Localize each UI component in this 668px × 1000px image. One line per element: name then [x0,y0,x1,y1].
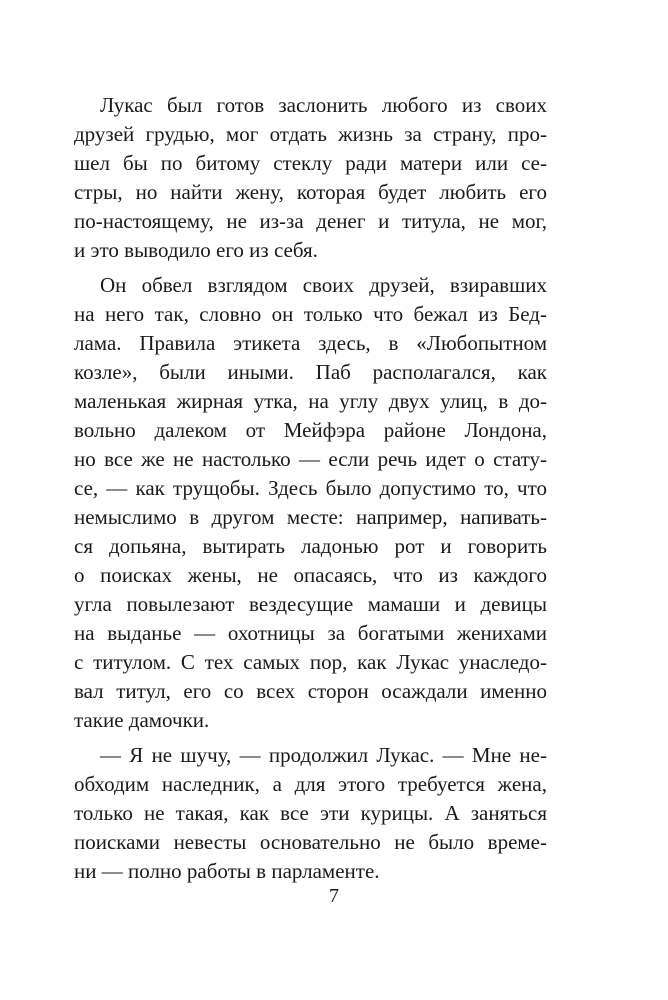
text-line: ся допьяна, вытирать ладонью рот и говорить [74,534,547,558]
text-line: обходим наследник, а для этого требуется жена, [74,772,547,796]
text-line: друзей грудью, мог отдать жизнь за страну, про- [74,122,547,146]
text-line: шел бы по битому стеклу ради матери или се- [74,151,547,175]
page-number: 7 [329,885,339,907]
text-line: на выданье — охотницы за богатыми женихами [74,621,547,645]
text-line: о поисках жены, не опасаясь, что из каждого [74,563,547,587]
text-line: поисками невесты основательно не было време- [74,830,547,854]
text-line: стры, но найти жену, которая будет любить его [74,180,547,204]
text-line: — Я не шучу, — продолжил Лукас. — Мне не- [100,743,547,767]
text-line: с титулом. С тех самых пор, как Лукас унаследо- [74,650,547,674]
text-line: Он обвел взглядом своих друзей, взиравших [100,273,547,297]
text-line: Лукас был готов заслонить любого из своих [100,93,547,117]
paragraph [74,271,547,735]
text-line: ни — полно работы в парламенте. [74,859,380,883]
paragraph [74,741,547,886]
text-line: угла повылезают вездесущие мамаши и девицы [74,592,547,616]
text-line: по-настоящему, не из-за денег и титула, не мог, [74,209,547,233]
text-line: и это выводило его из себя. [74,238,318,262]
paragraph [74,91,547,265]
text-line: козле», были иными. Паб располагался, как [74,360,547,384]
text-line: маленькая жирная утка, на углу двух улиц, в до- [74,389,547,413]
text-line: се, — как трущобы. Здесь было допустимо то, что [74,476,547,500]
text-line: вал титул, его со всех сторон осаждали именно [74,679,547,703]
text-line: но все же не настолько — если речь идет о стату- [74,447,547,471]
text-line: лама. Правила этикета здесь, в «Любопытном [74,331,547,355]
text-line: немыслимо в другом месте: например, напивать- [74,505,547,529]
text-line: такие дамочки. [74,708,210,732]
text-line: на него так, словно он только что бежал из Бед- [74,302,547,326]
text-line: вольно далеком от Мейфэра районе Лондона, [74,418,547,442]
body-text [74,91,547,886]
text-line: только не такая, как все эти курицы. А заняться [74,801,547,825]
